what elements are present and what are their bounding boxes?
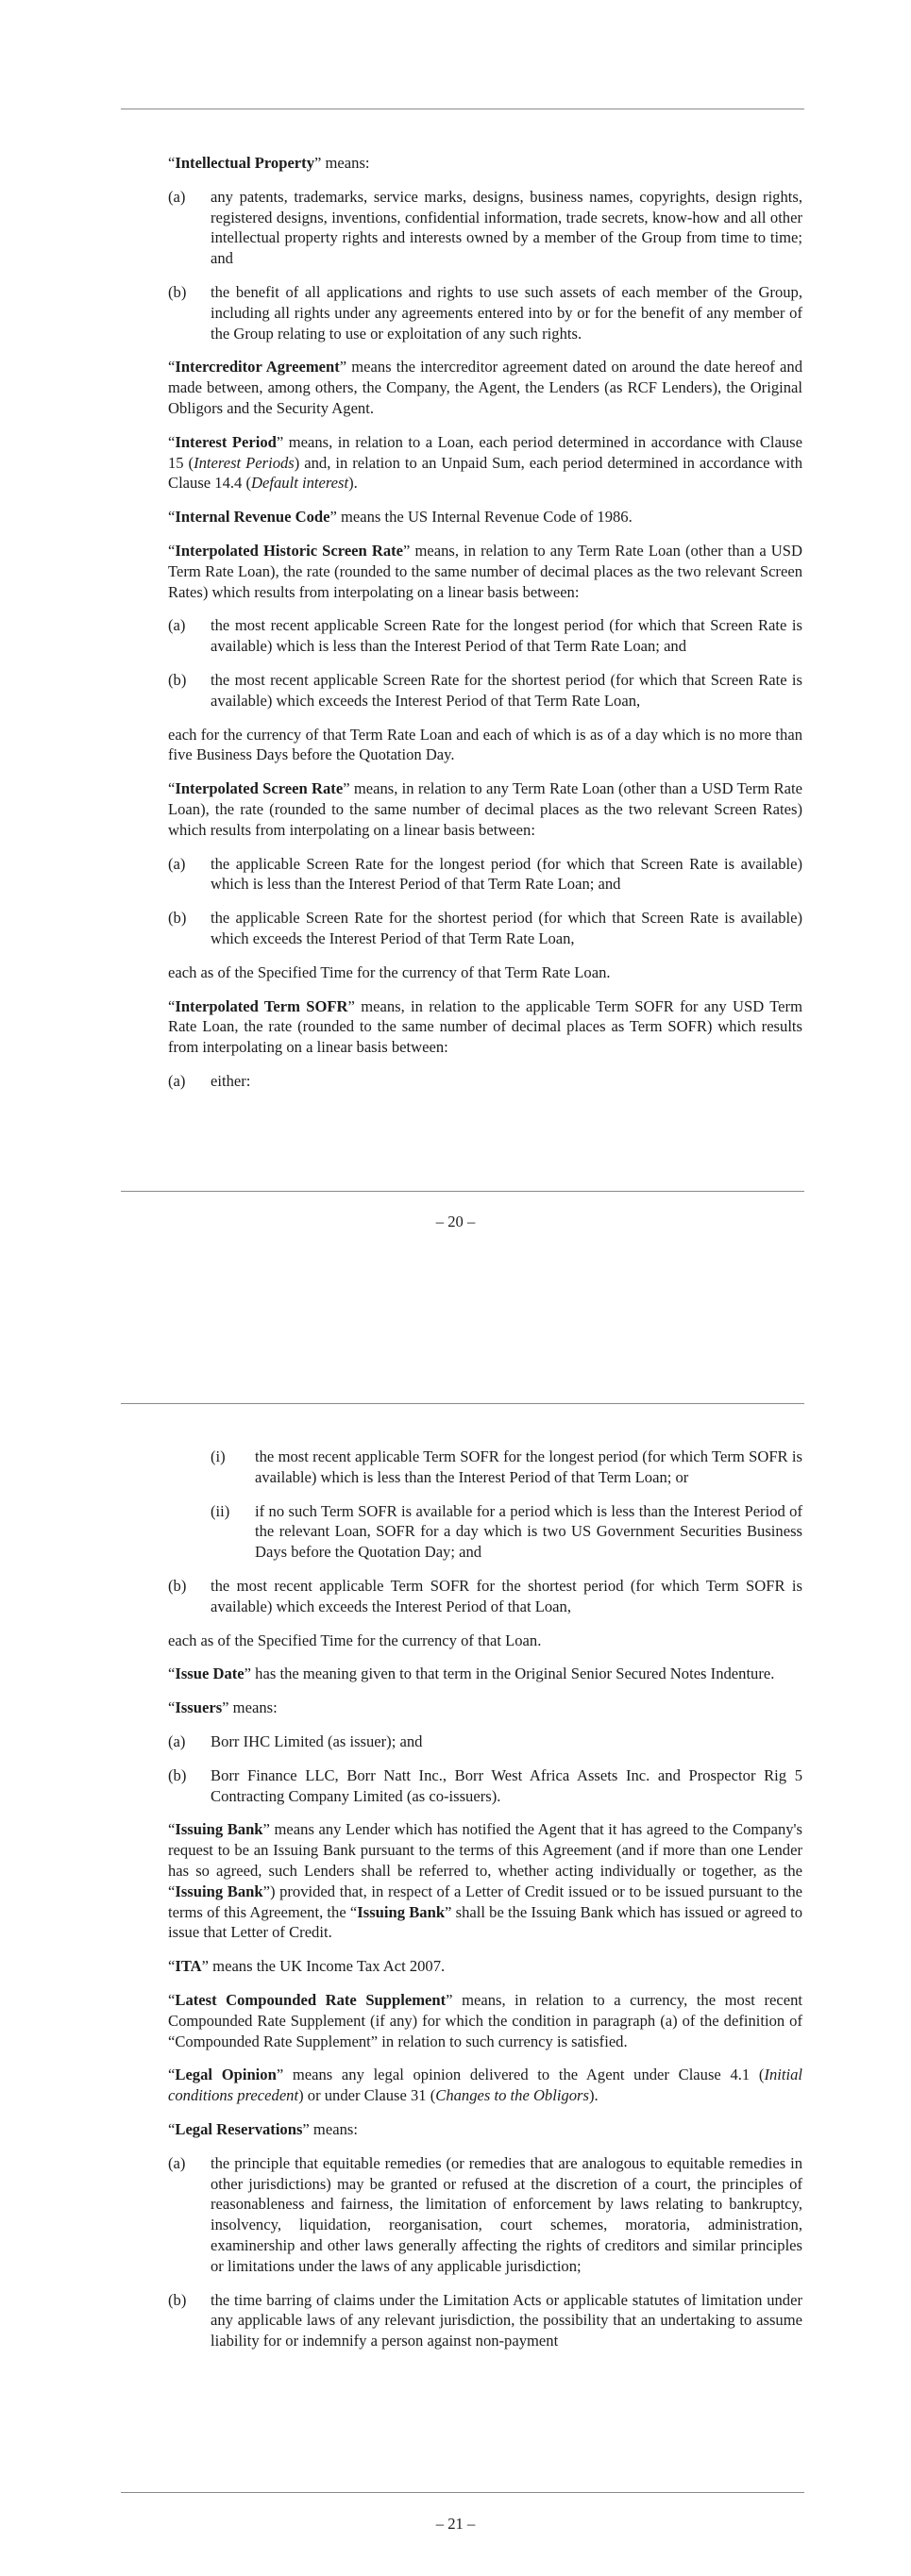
sub-list-item: [211, 1447, 802, 1488]
clause-reference: Interest Periods: [194, 453, 295, 472]
defined-term: ITA: [175, 1957, 202, 1976]
footer-rule: [121, 2492, 804, 2493]
continuation-text: each as of the Specified Time for the currency of that Term Rate Loan.: [168, 962, 611, 981]
item-number: (a): [168, 1731, 186, 1750]
list-item: [168, 1576, 802, 1617]
item-text: either:: [211, 1071, 251, 1090]
definition-issuing-bank: “Issuing Bank” means any Lender which has notified the Agent that it has agreed to the Company's request to be an Issuing Bank pursuant to the terms of this Agreement (and if more than one Lender has so agreed, such Lenders shall be referred to, whether acting individually or together, as the “Issuing Bank”) provided that, in respect of a Letter of Credit issued or to be issued pursuant to the terms of this Agreement, the “Issuing Bank” shall be the Issuing Bank which has issued or agreed to issue that Letter of Credit.: [168, 1820, 802, 1942]
list-item: [168, 1731, 802, 1752]
item-text: the applicable Screen Rate for the longest period (for which that Screen Rate is available) which is less than the Interest Period of that Term Rate Loan; and: [211, 854, 802, 894]
item-number: (i): [211, 1447, 226, 1465]
item-number: (b): [168, 282, 187, 301]
item-number: (ii): [211, 1501, 230, 1520]
list-item: [168, 615, 802, 657]
defined-term: Interpolated Term SOFR: [175, 996, 348, 1015]
item-number: (b): [168, 2290, 187, 2309]
item-text: the most recent applicable Term SOFR for the longest period (for which Term SOFR is available) which is less than the Interest Period of that Term Loan; or: [255, 1447, 802, 1486]
definition-issuers: “Issuers” means:: [168, 1698, 278, 1717]
page-number: – 20 –: [435, 1213, 476, 1230]
definition-interest-period: “Interest Period” means, in relation to a Loan, each period determined in accordance with Clause 15 (Interest Periods) and, in relation to an Unpaid Sum, each period determined in accordance with Clause 14.4 (Default interest).: [168, 432, 802, 493]
footer-rule: [121, 1191, 804, 1192]
item-number: (a): [168, 187, 186, 206]
list-item: [168, 1765, 802, 1807]
item-text: any patents, trademarks, service marks, designs, business names, copyrights, design rights, registered designs, inventions, confidential information, trade secrets, know-how and all other intellectual property rights and interests owned by a member of the Group from time to time; and: [211, 187, 802, 268]
definition-interpolated-term-sofr: “Interpolated Term SOFR” means, in relation to the applicable Term SOFR for any USD Term Rate Loan, the rate (rounded to the same number of decimal places as Term SOFR) which results from interpolating on a linear basis between:: [168, 996, 802, 1057]
defined-term: Issuing Bank: [175, 1820, 263, 1839]
item-number: (a): [168, 2153, 186, 2172]
item-text: the most recent applicable Screen Rate for the longest period (for which that Screen Rate is available) which is less than the Interest Period of that Term Rate Loan; and: [211, 616, 802, 656]
defined-term: Latest Compounded Rate Supplement: [175, 1990, 447, 2009]
header-rule: [121, 1403, 804, 1404]
sub-list-item: [211, 1501, 802, 1563]
defined-term: Intercreditor Agreement: [175, 358, 340, 376]
item-number: (b): [168, 670, 187, 689]
definition-intercreditor-agreement: “Intercreditor Agreement” means the intercreditor agreement dated on around the date hereof and made between, among others, the Company, the Agent, the Lenders (as RCF Lenders), the Original Obligors and the Security Agent.: [168, 358, 802, 417]
list-item: [168, 187, 802, 269]
item-text: the most recent applicable Term SOFR for the shortest period (for which Term SOFR is available) which exceeds the Interest Period of that Loan,: [211, 1576, 802, 1615]
list-item: [168, 854, 802, 895]
item-text: Borr IHC Limited (as issuer); and: [211, 1731, 423, 1750]
page-20-body: [168, 153, 802, 1105]
definition-internal-revenue-code: “Internal Revenue Code” means the US Internal Revenue Code of 1986.: [168, 508, 633, 527]
page-number: – 21 –: [435, 2515, 476, 2533]
definition-latest-compounded-rate-supplement: “Latest Compounded Rate Supplement” means, in relation to a currency, the most recent Compounded Rate Supplement (if any) for which the condition in paragraph (a) of the definition of “Compounded Rate Supplement” in relation to such currency is satisfied.: [168, 1990, 802, 2050]
list-item: [168, 2290, 802, 2351]
page-21: [0, 1288, 911, 2576]
item-text: if no such Term SOFR is available for a period which is less than the Interest Period of the relevant Loan, SOFR for a day which is two US Government Securities Business Days before the Quotation Day; and: [255, 1501, 802, 1562]
definition-legal-opinion: “Legal Opinion” means any legal opinion delivered to the Agent under Clause 4.1 (Initial conditions precedent) or under Clause 31 (Changes to the Obligors).: [168, 2066, 802, 2105]
clause-reference: Changes to the Obligors: [435, 2086, 589, 2105]
defined-term: Issuers: [175, 1698, 223, 1717]
page-21-body: [168, 1447, 802, 2365]
list-item: [168, 670, 802, 711]
item-number: (a): [168, 616, 186, 635]
definition-interpolated-screen-rate: “Interpolated Screen Rate” means, in relation to any Term Rate Loan (other than a USD Term Rate Loan), the rate (rounded to the same number of decimal places as the two relevant Screen Rates) which results from interpolating on a linear basis between:: [168, 779, 802, 839]
defined-term: Issuing Bank: [175, 1882, 263, 1900]
item-number: (a): [168, 1071, 186, 1090]
list-item: [168, 1071, 802, 1092]
item-text: Borr Finance LLC, Borr Natt Inc., Borr West Africa Assets Inc. and Prospector Rig 5 Contracting Company Limited (as co-issuers).: [211, 1765, 802, 1805]
list-item: [168, 2153, 802, 2277]
defined-term: Interpolated Historic Screen Rate: [175, 541, 404, 560]
item-number: (a): [168, 854, 186, 873]
defined-term: Legal Opinion: [175, 2066, 277, 2084]
defined-term: Issue Date: [175, 1664, 245, 1683]
item-text: the benefit of all applications and rights to use such assets of each member of the Group, including all rights under any agreements entered into by or for the benefit of any member of the Group relating to use or exploitation of any such rights.: [211, 282, 802, 343]
clause-reference: Initial conditions precedent: [168, 2066, 802, 2105]
item-number: (b): [168, 1576, 187, 1595]
definition-ita: “ITA” means the UK Income Tax Act 2007.: [168, 1957, 446, 1976]
defined-term: Interpolated Screen Rate: [175, 779, 344, 798]
definition-issue-date: “Issue Date” has the meaning given to that term in the Original Senior Secured Notes Indenture.: [168, 1664, 775, 1683]
item-text: the applicable Screen Rate for the shortest period (for which that Screen Rate is available) which exceeds the Interest Period of that Term Rate Loan,: [211, 909, 802, 947]
list-item: [168, 282, 802, 343]
list-item: [168, 908, 802, 949]
item-text: the time barring of claims under the Limitation Acts or applicable statutes of limitation under any applicable laws of any relevant jurisdiction, the possibility that an undertaking to assume liability for or indemnify a person against non-payment: [211, 2290, 802, 2350]
definition-intellectual-property: “Intellectual Property” means:: [168, 154, 370, 172]
defined-term: Interest Period: [175, 432, 277, 451]
continuation-text: each as of the Specified Time for the currency of that Loan.: [168, 1631, 542, 1649]
item-number: (b): [168, 1765, 187, 1784]
definition-interpolated-historic-screen-rate: “Interpolated Historic Screen Rate” means, in relation to any Term Rate Loan (other than a USD Term Rate Loan), the rate (rounded to the same number of decimal places as the two relevant Screen Rates) which results from interpolating on a linear basis between:: [168, 541, 803, 601]
defined-term: Intellectual Property: [175, 154, 314, 172]
item-number: (b): [168, 909, 187, 928]
defined-term: Legal Reservations: [175, 2119, 303, 2138]
definition-legal-reservations: “Legal Reservations” means:: [168, 2119, 358, 2138]
clause-reference: Default interest: [251, 474, 349, 493]
item-text: the most recent applicable Screen Rate for the shortest period (for which that Screen Rate is available) which exceeds the Interest Period of that Term Rate Loan,: [211, 670, 802, 710]
item-text: the principle that equitable remedies (or remedies that are analogous to equitable remedies in other jurisdictions) may be granted or refused at the discretion of a court, the principles of reasonableness and fairness, the limitation of enforcement by laws relating to bankruptcy, insolvency, liquidation, reorganisation, court schemes, moratoria, administration, examinership and other laws generally affecting the rights of creditors and similar principles or limitations under the laws of any applicable jurisdiction;: [211, 2153, 802, 2275]
continuation-text: each for the currency of that Term Rate Loan and each of which is as of a day which is no more than five Business Days before the Quotation Day.: [168, 725, 802, 764]
defined-term: Internal Revenue Code: [175, 508, 330, 527]
defined-term: Issuing Bank: [357, 1902, 446, 1921]
